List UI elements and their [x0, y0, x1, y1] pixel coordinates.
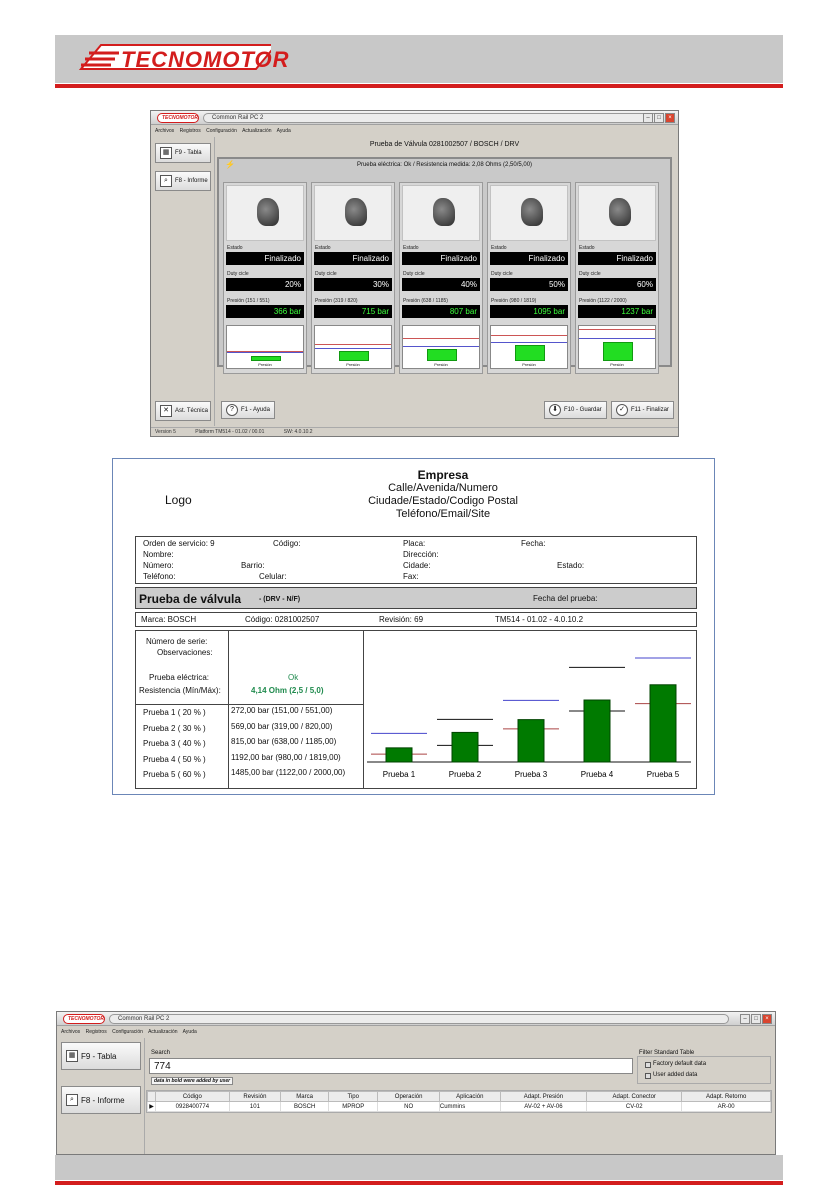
sidebar: [153, 137, 215, 426]
grid-column-header[interactable]: Adapt. Conector: [587, 1092, 682, 1102]
menu-archivos-2[interactable]: Archivos: [61, 1029, 81, 1035]
fecha-field: Fecha:: [521, 539, 546, 548]
menu-registros[interactable]: Registros: [179, 128, 201, 134]
pressure-bar: [339, 351, 369, 361]
revision-info: Revisión: 69: [379, 615, 424, 624]
estado-label: Estado: [315, 245, 331, 251]
report-search-icon-2: ⌕: [66, 1094, 78, 1106]
test-card: [311, 182, 395, 374]
page-footer: [55, 1155, 783, 1180]
pressure-chart: [490, 325, 568, 369]
pressure-min-line: [579, 338, 655, 339]
informe-label: F8 - Informe: [175, 178, 208, 184]
grid-column-header[interactable]: Marca: [281, 1092, 329, 1102]
pressure-max-line: [315, 344, 391, 345]
pressure-min-line: [403, 346, 479, 347]
grid-column-header[interactable]: Revisión: [229, 1092, 280, 1102]
city-line: Ciudade/Estado/Codigo Postal: [368, 495, 518, 507]
user-data-note: data in bold were added by user: [151, 1077, 233, 1085]
prueba-electrica-value: Ok: [288, 673, 299, 682]
address-line: Calle/Avenida/Numero: [388, 482, 498, 494]
brand-logo: [71, 39, 290, 79]
chart-caption: Presión: [346, 362, 360, 367]
grid-column-header[interactable]: Código: [156, 1092, 230, 1102]
celular-field: Celular:: [259, 572, 287, 581]
placa-field: Placa:: [403, 539, 426, 548]
grid-cell: Cummins: [439, 1102, 500, 1112]
check-icon: ✓: [616, 404, 628, 416]
graph-label: Prueba 2: [448, 770, 482, 779]
title-bar-2: [57, 1012, 775, 1026]
pressure-min-line: [227, 352, 303, 353]
report-title-suffix: - (DRV - N/F): [259, 596, 301, 603]
row-indicator-icon: ▶: [148, 1102, 156, 1112]
close-button-2[interactable]: ×: [762, 1014, 772, 1024]
graph-label: Prueba 1: [382, 770, 416, 779]
platform-info: TM514 - 01.02 - 4.0.10.2: [495, 615, 584, 624]
tabla-label: F9 - Tabla: [175, 150, 202, 156]
graph-label: Prueba 4: [580, 770, 614, 779]
test-card: [487, 182, 571, 374]
close-button[interactable]: ×: [665, 113, 675, 123]
status-sw: SW: 4.0.10.2: [283, 429, 313, 435]
factory-checkbox[interactable]: [645, 1062, 651, 1068]
tests-divider: [135, 704, 363, 705]
presion-label: Presión (980 / 1819): [491, 298, 537, 304]
asistencia-button[interactable]: [155, 401, 211, 421]
cidade-field: Cidade:: [403, 561, 431, 570]
report-graph: [365, 632, 695, 787]
presion-label: Presión (151 / 551): [227, 298, 270, 304]
titlebar-logo: TECNOMOTOR: [157, 113, 199, 123]
save-icon: ⬇: [549, 404, 561, 416]
grid-column-header[interactable]: Adapt. Presión: [500, 1092, 587, 1102]
pressure-bar: [515, 345, 545, 361]
valve-icon: [609, 198, 631, 226]
search-input[interactable]: 774: [149, 1058, 633, 1074]
valve-icon: [521, 198, 543, 226]
barrio-field: Barrio:: [241, 561, 265, 570]
test-value: 1485,00 bar (1122,00 / 2000,00): [231, 768, 346, 777]
search-window: [56, 1011, 776, 1155]
graph-bar: [386, 748, 412, 762]
title-bar: [151, 111, 678, 125]
valve-image: [402, 185, 480, 241]
pressure-bar: [603, 342, 633, 361]
guardar-label: F10 - Guardar: [564, 407, 602, 413]
pressure-chart: [226, 325, 304, 369]
results-grid: [146, 1090, 772, 1113]
window-title-2: Common Rail PC 2: [109, 1014, 729, 1024]
minimize-button-2[interactable]: –: [740, 1014, 750, 1024]
graph-bar: [452, 732, 478, 762]
nombre-field: Nombre:: [143, 550, 174, 559]
duty-value: 40%: [402, 278, 480, 291]
grid-column-header[interactable]: Tipo: [329, 1092, 378, 1102]
duty-label: Duty cicle: [227, 271, 249, 277]
valve-image: [578, 185, 656, 241]
presion-value: 715 bar: [314, 305, 392, 318]
valve-test-window: [150, 110, 679, 437]
grid-cell: BOSCH: [281, 1102, 329, 1112]
duty-value: 60%: [578, 278, 656, 291]
pressure-max-line: [579, 329, 655, 330]
duty-label: Duty cicle: [403, 271, 425, 277]
chart-caption: Presión: [258, 362, 272, 367]
presion-label: Presión (319 / 820): [315, 298, 358, 304]
test-panel: [217, 157, 672, 367]
pressure-max-line: [491, 335, 567, 336]
estado-label: Estado: [227, 245, 243, 251]
grid-column-header[interactable]: Adapt. Retorno: [682, 1092, 771, 1102]
presion-label: Presión (1122 / 2000): [579, 298, 627, 304]
menu-bar: [151, 126, 678, 136]
grid-cell: AV-02 + AV-06: [500, 1102, 587, 1112]
duty-label: Duty cicle: [315, 271, 337, 277]
duty-value: 30%: [314, 278, 392, 291]
fecha-prueba: Fecha del prueba:: [533, 594, 598, 603]
grid-indicator-header: [148, 1092, 156, 1102]
menu-ayuda-2[interactable]: Ayuda: [182, 1029, 197, 1035]
ayuda-button[interactable]: [221, 401, 275, 419]
contact-line: Teléfono/Email/Site: [395, 508, 491, 520]
orden-field: Orden de servicio: 9: [143, 539, 215, 548]
electric-test-line: Prueba eléctrica: Ok / Resistencia medida: 2,08 Ohms (2,50/5,00): [356, 162, 533, 168]
menu-archivos[interactable]: Archivos: [155, 128, 175, 134]
tabla-button-2[interactable]: [61, 1042, 141, 1070]
valve-image: [226, 185, 304, 241]
valve-image: [490, 185, 568, 241]
estado-value: Finalizado: [226, 252, 304, 265]
help-icon: ?: [226, 404, 238, 416]
test-label: Prueba 2 ( 30 % ): [143, 723, 206, 733]
marca-info: Marca: BOSCH: [141, 615, 197, 624]
results-divider: [363, 630, 364, 789]
valve-icon: [257, 198, 279, 226]
table-icon: ▦: [160, 147, 172, 159]
pressure-max-line: [403, 338, 479, 339]
pressure-bar: [427, 349, 457, 361]
pressure-min-line: [315, 348, 391, 349]
report-title: Prueba de válvula: [139, 592, 242, 606]
valve-image: [314, 185, 392, 241]
duty-value: 20%: [226, 278, 304, 291]
menu-actualizacion-2[interactable]: Actualización: [148, 1029, 178, 1035]
menu-bar-2: [57, 1027, 775, 1037]
test-title: Prueba de Válvula 0281002507 / BOSCH / DRV: [369, 141, 520, 148]
page-header: [55, 35, 783, 83]
test-card: [399, 182, 483, 374]
brand-name: TECNOMOTOR: [121, 47, 290, 72]
test-value: 272,00 bar (151,00 / 551,00): [231, 706, 333, 715]
presion-value: 1095 bar: [490, 305, 568, 318]
test-value: 1192,00 bar (980,00 / 1819,00): [231, 752, 341, 762]
serie-label: Número de serie:: [146, 637, 208, 646]
informe-label-2: F8 - Informe: [81, 1095, 125, 1105]
presion-label: Presión (638 / 1185): [403, 298, 448, 304]
window-controls-2: [740, 1014, 772, 1024]
graph-bar: [650, 685, 676, 762]
grid-cell: AR-00: [682, 1102, 771, 1112]
labels-divider: [228, 630, 229, 789]
test-value: 815,00 bar (638,00 / 1185,00): [231, 737, 337, 746]
search-label: Search: [151, 1050, 171, 1056]
duty-label: Duty cicle: [491, 271, 513, 277]
header-red-line: [55, 84, 783, 88]
tabla-button[interactable]: [155, 143, 211, 163]
obs-label: Observaciones:: [157, 648, 213, 657]
grid-cell: 101: [229, 1102, 280, 1112]
plug-icon: ⚡: [225, 160, 235, 169]
results-table: [147, 1091, 771, 1112]
report-search-icon: ⌕: [160, 175, 172, 187]
codigo-field: Código:: [273, 539, 301, 548]
test-label: Prueba 3 ( 40 % ): [143, 739, 206, 748]
grid-cell: CV-02: [587, 1102, 682, 1112]
presion-value: 1237 bar: [578, 305, 656, 318]
graph-bar: [584, 700, 610, 762]
grid-header-row: [148, 1092, 771, 1102]
fax-field: Fax:: [403, 572, 419, 581]
estado-label: Estado: [579, 245, 595, 251]
chart-caption: Presión: [434, 362, 448, 367]
valve-test-report: [112, 458, 715, 795]
telefono-field: Teléfono:: [143, 572, 176, 581]
table-icon-2: ▦: [66, 1050, 78, 1062]
maximize-button-2[interactable]: □: [751, 1014, 761, 1024]
pressure-chart: [402, 325, 480, 369]
test-label: Prueba 1 ( 20 % ): [143, 708, 206, 717]
estado-label: Estado: [403, 245, 419, 251]
sidebar-2: [59, 1038, 145, 1154]
test-value: 569,00 bar (319,00 / 820,00): [231, 721, 333, 731]
test-label: Prueba 4 ( 50 % ): [143, 754, 206, 764]
guardar-button[interactable]: [544, 401, 607, 419]
duty-value: 50%: [490, 278, 568, 291]
menu-registros-2[interactable]: Registros: [85, 1029, 107, 1035]
test-card: [223, 182, 307, 374]
grid-column-header[interactable]: Aplicación: [439, 1092, 500, 1102]
pressure-min-line: [491, 342, 567, 343]
asistencia-label: Ast. Técnica: [175, 408, 208, 414]
titlebar-logo-2: TECNOMOTOR: [63, 1014, 105, 1024]
codigo-info: Código: 0281002507: [245, 615, 320, 624]
estado-value: Finalizado: [490, 252, 568, 265]
graph-label: Prueba 5: [646, 770, 680, 779]
pressure-chart: [578, 325, 656, 369]
resistencia-label: Resistencia (Mín/Máx):: [139, 686, 221, 695]
menu-configuracion[interactable]: Configuración: [206, 128, 237, 134]
resistencia-value: 4,14 Ohm (2,5 / 5,0): [251, 686, 324, 695]
valve-icon: [345, 198, 367, 226]
footer-red-line: [55, 1181, 783, 1185]
estado-field: Estado:: [557, 561, 585, 570]
estado-value: Finalizado: [402, 252, 480, 265]
menu-configuracion-2[interactable]: Configuración: [112, 1029, 143, 1035]
chart-caption: Presión: [522, 362, 536, 367]
grid-cell: 0928400774: [156, 1102, 230, 1112]
company-name: Empresa: [417, 468, 469, 482]
valve-icon: [433, 198, 455, 226]
estado-label: Estado: [491, 245, 507, 251]
company-header: [313, 469, 573, 521]
grid-column-header[interactable]: Operación: [378, 1092, 440, 1102]
minimize-button[interactable]: –: [643, 113, 653, 123]
window-title: Common Rail PC 2: [203, 113, 663, 123]
tabla-label-2: F9 - Tabla: [81, 1051, 117, 1061]
numero-field: Número:: [143, 561, 174, 570]
filter-title: Filter Standard Table: [639, 1050, 695, 1056]
status-bar: [151, 427, 678, 436]
menu-actualizacion[interactable]: Actualización: [242, 128, 272, 134]
presion-value: 807 bar: [402, 305, 480, 318]
direccion-field: Dirección:: [403, 550, 439, 559]
finalizar-label: F11 - Finalizar: [631, 407, 669, 413]
finalizar-button[interactable]: [611, 401, 674, 419]
prueba-electrica-label: Prueba eléctrica:: [149, 673, 210, 682]
presion-value: 366 bar: [226, 305, 304, 318]
duty-label: Duty cicle: [579, 271, 601, 277]
informe-button-2[interactable]: [61, 1086, 141, 1114]
test-label: Prueba 5 ( 60 % ): [143, 770, 206, 779]
ayuda-label: F1 - Ayuda: [241, 407, 270, 413]
grid-body: [148, 1102, 771, 1112]
chart-caption: Presión: [610, 362, 624, 367]
user-checkbox[interactable]: [645, 1073, 651, 1079]
test-card: [575, 182, 659, 374]
user-label: User added data: [653, 1072, 698, 1078]
window-controls: [643, 113, 675, 123]
status-platform: Platform TM514 - 01.02 / 00.01: [195, 429, 265, 435]
maximize-button[interactable]: □: [654, 113, 664, 123]
pressure-bar: [251, 356, 281, 361]
graph-label: Prueba 3: [514, 770, 548, 779]
factory-label: Factory default data: [653, 1061, 707, 1067]
graph-bar: [518, 720, 544, 762]
report-logo-placeholder: Logo: [165, 493, 192, 507]
estado-value: Finalizado: [578, 252, 656, 265]
estado-value: Finalizado: [314, 252, 392, 265]
grid-cell: MPROP: [329, 1102, 378, 1112]
grid-cell: NO: [378, 1102, 440, 1112]
assistance-icon: ✕: [160, 405, 172, 417]
informe-button[interactable]: [155, 171, 211, 191]
pressure-chart: [314, 325, 392, 369]
menu-ayuda[interactable]: Ayuda: [276, 128, 291, 134]
status-version: Version 5: [155, 429, 176, 435]
table-row[interactable]: [148, 1102, 771, 1112]
